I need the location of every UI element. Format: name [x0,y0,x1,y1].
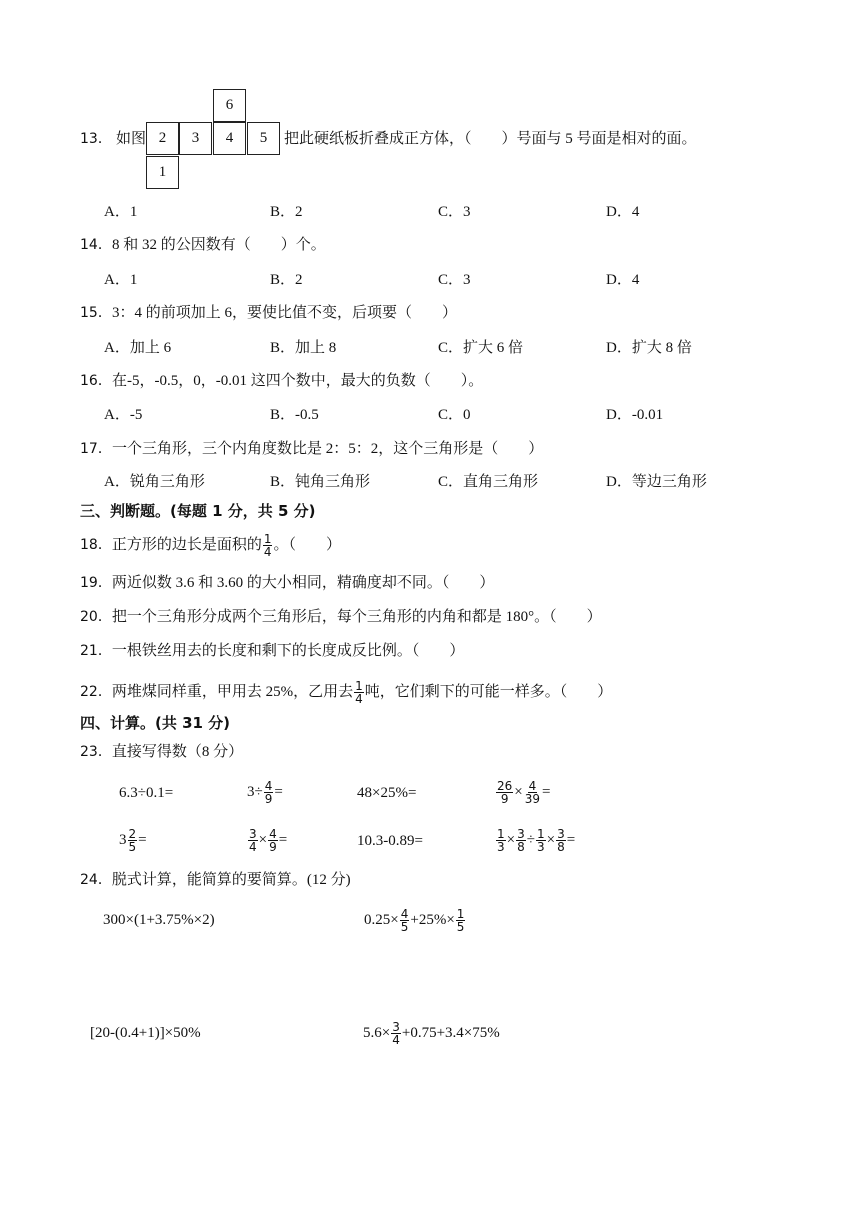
numerator: 26 [497,779,513,793]
numerator: 1 [536,827,545,841]
calc-item-4 [495,780,551,805]
question-22 [80,680,612,705]
net-face-2: 2 [146,122,179,155]
net-face-5: 5 [247,122,280,155]
numerator: 4 [269,827,277,841]
fraction [400,908,410,933]
fraction [263,533,273,558]
question-text: 两堆煤同样重，甲用去 25%，乙用去 [111,683,354,700]
question-prefix: 如图 [116,131,147,147]
question-text: 3：4 的前项加上 6，要使比值不变，后项要（ ） [112,305,458,321]
question-text-end: 吨，它们剩下的可能一样多。（ ） [364,683,613,700]
fraction [516,828,526,853]
option-c[interactable]: C．3 [438,204,471,220]
question-18 [80,533,341,558]
option-a[interactable]: A．加上 6 [104,340,172,356]
question-number: 17． [80,441,112,457]
calc-text: = [278,831,288,848]
denominator: 4 [392,1033,400,1047]
calc-item-1: 6.3÷0.1= [119,785,174,801]
option-d[interactable]: D．4 [606,204,640,220]
option-b[interactable]: B．加上 8 [270,340,337,356]
denominator: 5 [128,840,137,854]
numerator: 1 [497,827,505,841]
option-c[interactable]: C．3 [438,272,471,288]
denominator: 3 [497,840,505,854]
calc-text: +25%× [410,911,455,928]
denominator: 5 [400,920,409,934]
option-b[interactable]: B．钝角三角形 [270,474,371,490]
question-text: 把此硬纸板折叠成正方体，（ ）号面与 5 号面是相对的面。 [284,131,697,147]
calc-item-2 [247,780,283,805]
denominator: 9 [500,792,509,806]
numerator: 1 [456,907,465,921]
question-number: 18． [80,536,112,553]
operator: × [506,831,516,848]
calc-text: = [138,831,147,848]
operator: × [546,831,556,848]
question-text: 一根铁丝用去的长度和剩下的长度成反比例。（ ） [111,643,465,659]
fraction [248,828,258,853]
denominator: 4 [355,692,363,706]
question-20 [80,607,602,627]
calc-text: +0.75+3.4×75% [401,1024,500,1041]
operator: ÷ [526,831,535,848]
question-text: 把一个三角形分成两个三角形后，每个三角形的内角和都是 180°。（ ） [111,609,602,625]
question-number: 15． [80,305,112,321]
calc-text: 5.6× [363,1024,391,1041]
net-face-1: 1 [146,156,179,189]
fraction [456,908,466,933]
question-number: 16． [80,373,112,389]
denominator: 39 [524,792,541,806]
question-text: 一个三角形，三个内角度数比是 2：5：2，这个三角形是（ ） [112,441,544,457]
expression-2 [364,908,466,933]
fraction [128,828,138,853]
question-number: 21． [80,643,112,659]
question-number: 19． [80,575,112,591]
fraction [268,828,278,853]
option-a[interactable]: A．锐角三角形 [104,474,205,490]
numerator: 1 [355,679,363,693]
question-number: 20． [80,609,112,625]
fraction [496,828,506,853]
calc-text: 3 [119,831,127,848]
numerator: 3 [392,1020,400,1034]
option-d[interactable]: D．4 [606,272,640,288]
question-text-end: 。（ ） [273,536,341,553]
section-heading-calculation: 四、计算。(共 31 分) [80,714,231,732]
calc-text: = [274,783,283,800]
option-c[interactable]: C．直角三角形 [438,474,539,490]
calc-item-6 [247,828,287,853]
option-b[interactable]: B．2 [270,204,303,220]
question-text: 正方形的边长是面积的 [111,536,262,553]
option-c[interactable]: C．0 [438,407,471,423]
numerator: 3 [517,827,525,841]
net-face-6: 6 [213,89,246,122]
calc-text: 0.25× [364,911,399,928]
question-number: 23． [80,744,112,760]
question-number: 14． [80,237,112,253]
option-b[interactable]: B．2 [270,272,303,288]
operator: × [258,831,268,848]
question-21 [80,641,464,661]
denominator: 8 [517,840,525,854]
numerator: 2 [128,827,137,841]
denominator: 9 [269,840,277,854]
fraction [391,1021,401,1046]
section-heading-judgment: 三、判断题。(每题 1 分，共 5 分) [80,502,316,520]
denominator: 4 [263,545,272,559]
question-text: 脱式计算，能简算的要简算。(12 分) [111,872,351,888]
calc-text: = [566,831,576,848]
option-c[interactable]: C．扩大 6 倍 [438,340,524,356]
fraction [524,780,541,805]
fraction [556,828,566,853]
question-23 [80,742,243,762]
calc-text: = [542,783,551,800]
calc-item-8 [495,828,575,853]
question-24 [80,870,351,890]
calc-text: 3÷ [247,783,263,800]
fraction [264,780,274,805]
question-text: 两近似数 3.6 和 3.60 的大小相同，精确度却不同。（ ） [111,575,495,591]
denominator: 4 [249,840,257,854]
numerator: 1 [263,532,272,546]
denominator: 9 [264,792,273,806]
question-number: 13． [80,131,112,147]
net-face-3: 3 [179,122,212,155]
question-text: 在-5，-0.5，0，-0.01 这四个数中，最大的负数（ ）。 [112,373,484,389]
calc-item-7: 10.3-0.89= [357,833,423,849]
question-text: 8 和 32 的公因数有（ ）个。 [112,237,326,253]
question-text: 直接写得数（8 分） [111,744,244,760]
option-a[interactable]: A．1 [104,272,138,288]
option-d[interactable]: D．-0.01 [606,407,664,423]
question-number: 24． [80,872,112,888]
option-a[interactable]: A．-5 [104,407,143,423]
numerator: 3 [557,827,565,841]
expression-3: [20-(0.4+1)]×50% [90,1025,201,1041]
denominator: 3 [536,840,545,854]
calc-item-5 [119,828,147,853]
operator: × [514,783,523,800]
numerator: 4 [528,779,537,793]
option-b[interactable]: B．-0.5 [270,407,319,423]
fraction [354,680,364,705]
option-d[interactable]: D．扩大 8 倍 [606,340,692,356]
fraction [496,780,513,805]
calc-item-3: 48×25%= [357,785,417,801]
denominator: 8 [557,840,565,854]
fraction [536,828,546,853]
numerator: 4 [400,907,409,921]
expression-4 [363,1021,500,1046]
numerator: 4 [264,779,273,793]
denominator: 5 [456,920,465,934]
expression-1: 300×(1+3.75%×2) [103,912,215,928]
question-number: 22． [80,683,112,700]
net-face-4: 4 [213,122,246,155]
numerator: 3 [249,827,257,841]
option-a[interactable]: A．1 [104,204,138,220]
option-d[interactable]: D．等边三角形 [606,474,707,490]
question-19 [80,573,494,593]
